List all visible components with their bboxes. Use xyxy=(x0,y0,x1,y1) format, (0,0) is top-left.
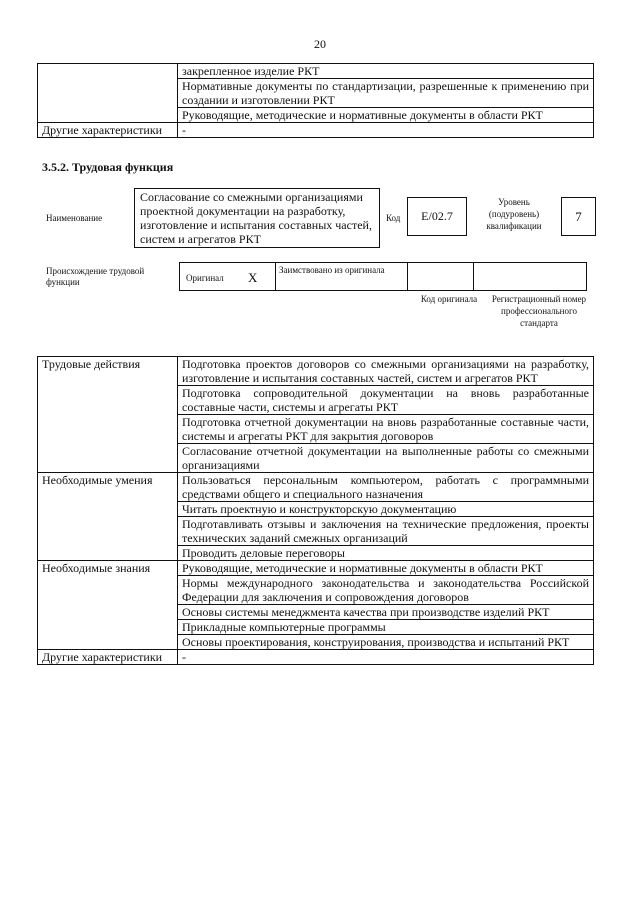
function-name-box: Согласование со смежными организациями проектной документации на разработку, изготовление и испытания составных частей, систем и агрегатов РКТ xyxy=(134,188,380,248)
knowledge-label: Необходимые знания xyxy=(38,561,178,650)
qualification-level-box: 7 xyxy=(561,197,596,236)
skills-label: Необходимые умения xyxy=(38,473,178,561)
origin-reg-number-cell xyxy=(473,262,587,291)
origin-borrowed-label: Заимствовано из оригинала xyxy=(275,262,408,291)
origin-code-caption: Код оригинала xyxy=(420,294,478,304)
labor-actions-label: Трудовые действия xyxy=(38,357,178,473)
table-row: закрепленное изделие РКТ xyxy=(178,64,594,79)
other-characteristics-value: - xyxy=(178,123,594,138)
table-row: Проводить деловые переговоры xyxy=(178,546,594,561)
origin-code-cell xyxy=(407,262,474,291)
origin-original-mark: X xyxy=(248,270,258,285)
table-row: Нормативные документы по стандартизации, разрешенные к применению при создании и изготовлении РКТ xyxy=(178,79,594,108)
other-characteristics-label: Другие характеристики xyxy=(38,123,178,138)
table-row: Основы проектирования, конструирования, производства и испытаний РКТ xyxy=(178,635,594,650)
code-label: Код xyxy=(386,213,401,223)
function-code-box: E/02.7 xyxy=(407,197,467,236)
table-row: Подготовка сопроводительной документации на вновь разработанные составные части, системы и агрегаты РКТ xyxy=(178,386,594,415)
origin-label: Происхождение трудовой функции xyxy=(46,266,145,287)
qualification-level-label: Уровень (подуровень) квалификации xyxy=(486,197,542,231)
table-row: Согласование отчетной документации на выполненные работы со смежными организациями xyxy=(178,444,594,473)
table-row: Нормы международного законодательства и законодательства Российской Федерации для заключения и сопровождения договоров xyxy=(178,576,594,605)
table-row: Руководящие, методические и нормативные документы в области РКТ xyxy=(178,561,594,576)
table-row: Руководящие, методические и нормативные документы в области РКТ xyxy=(178,108,594,123)
other-characteristics-value: - xyxy=(178,650,594,665)
page-number: 20 xyxy=(314,37,326,51)
origin-reg-caption: Регистрационный номер профессионального стандарта xyxy=(491,294,587,328)
continuation-table xyxy=(37,63,594,138)
labor-function-table xyxy=(37,356,594,665)
table-row: Подготовка проектов договоров со смежными организациями на разработку, изготовление и испытания составных частей, систем и агрегатов РКТ xyxy=(178,357,594,386)
other-characteristics-label: Другие характеристики xyxy=(38,650,178,665)
table-cell-empty xyxy=(38,64,178,123)
table-row: Пользоваться персональным компьютером, работать с программными средствами общего и специального назначения xyxy=(178,473,594,502)
origin-original-label: Оригинал xyxy=(186,273,224,283)
table-row: Читать проектную и конструкторскую документацию xyxy=(178,502,594,517)
table-row: Подготовка отчетной документации на вновь разработанные составные части, системы и агрегаты РКТ для закрытия договоров xyxy=(178,415,594,444)
section-title: 3.5.2. Трудовая функция xyxy=(42,160,174,174)
name-label: Наименование xyxy=(46,213,103,223)
table-row: Прикладные компьютерные программы xyxy=(178,620,594,635)
table-row: Подготавливать отзывы и заключения на технические предложения, проекты технических заданий смежных организаций xyxy=(178,517,594,546)
table-row: Основы системы менеджмента качества при производстве изделий РКТ xyxy=(178,605,594,620)
origin-row xyxy=(180,262,587,291)
origin-original-cell xyxy=(179,262,276,291)
